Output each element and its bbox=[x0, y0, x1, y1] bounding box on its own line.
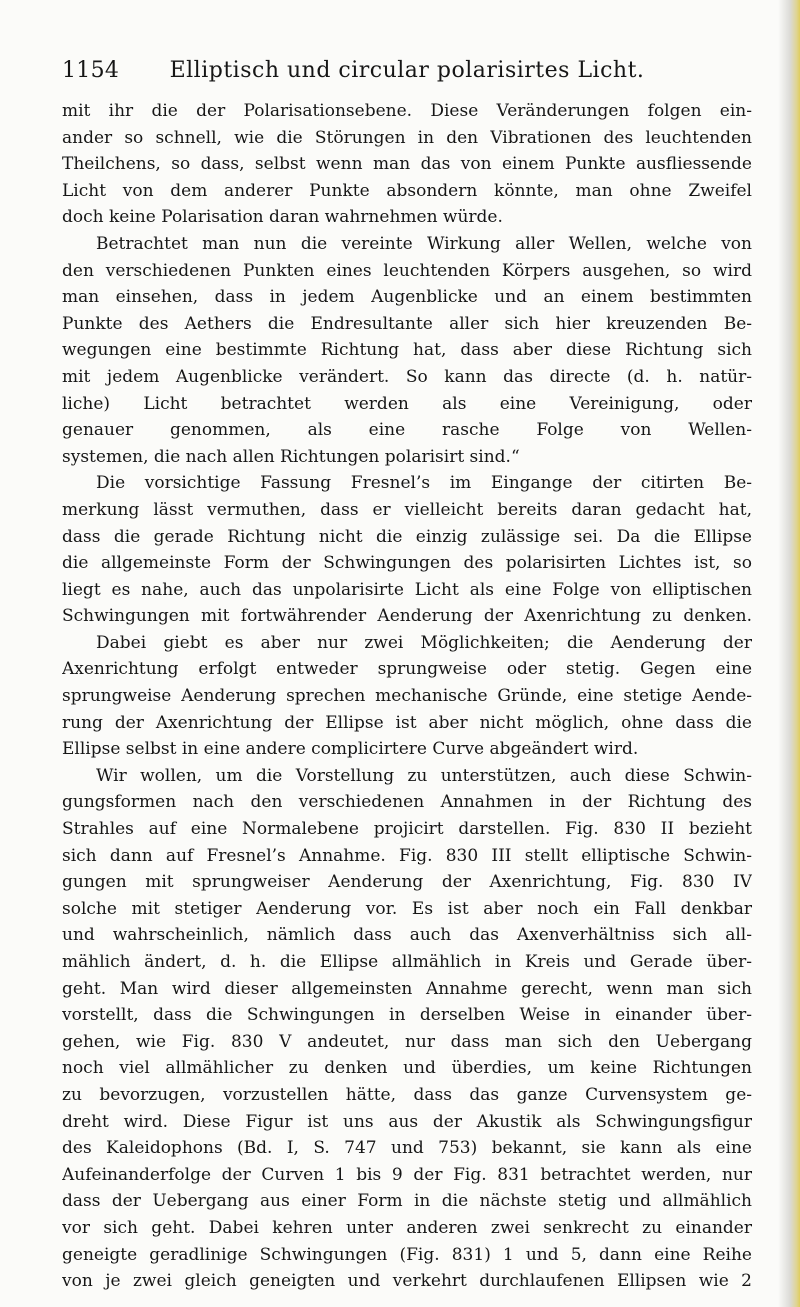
text-line: Dabei giebt es aber nur zwei Möglichkeiten; die Aenderung der bbox=[96, 632, 752, 653]
text-line: dreht wird. Diese Figur ist uns aus der Akustik als Schwingungsfigur bbox=[62, 1111, 752, 1132]
text-line: von je zwei gleich geneigten und verkehrt durchlaufenen Ellipsen wie 2 bbox=[62, 1271, 752, 1292]
text-line: vor sich geht. Dabei kehren unter anderen zwei senkrecht zu einander bbox=[62, 1217, 752, 1238]
text-line: und wahrscheinlich, nämlich dass auch das Axenverhältniss sich all- bbox=[62, 925, 752, 946]
text-line: systemen, die nach allen Richtungen polarisirt sind.“ bbox=[62, 446, 520, 467]
text-line: gehen, wie Fig. 830 V andeutet, nur dass man sich den Uebergang bbox=[62, 1031, 752, 1052]
text-line: gungen mit sprungweiser Aenderung der Axenrichtung, Fig. 830 IV bbox=[62, 872, 752, 893]
text-line: doch keine Polarisation daran wahrnehmen würde. bbox=[62, 207, 503, 228]
text-line: zu bevorzugen, vorzustellen hätte, dass das ganze Curvensystem ge- bbox=[62, 1084, 752, 1105]
text-line: des Kaleidophons (Bd. I, S. 747 und 753) bekannt, sie kann als eine bbox=[62, 1138, 752, 1159]
text-line: Theilchens, so dass, selbst wenn man das von einem Punkte ausfliessende bbox=[62, 154, 752, 175]
text-line: Ellipse selbst in eine andere complicirtere Curve abgeändert wird. bbox=[62, 739, 639, 760]
text-line: gungsformen nach den verschiedenen Annahmen in der Richtung des bbox=[62, 792, 752, 813]
text-line: noch viel allmählicher zu denken und überdies, um keine Richtungen bbox=[62, 1058, 752, 1079]
body-text bbox=[62, 98, 752, 1295]
text-line: Axenrichtung erfolgt entweder sprungweise oder stetig. Gegen eine bbox=[62, 659, 752, 680]
text-line: mit ihr die der Polarisationsebene. Diese Veränderungen folgen ein- bbox=[62, 101, 752, 121]
page-binding-edge bbox=[778, 0, 800, 1307]
text-line: geneigte geradlinige Schwingungen (Fig. 831) 1 und 5, dann eine Reihe bbox=[62, 1244, 752, 1265]
text-line: die allgemeinste Form der Schwingungen des polarisirten Lichtes ist, so bbox=[62, 553, 752, 574]
text-line: dass die gerade Richtung nicht die einzig zulässige sei. Da die Ellipse bbox=[62, 526, 752, 547]
text-line: Strahles auf eine Normalebene projicirt darstellen. Fig. 830 II bezieht bbox=[62, 819, 752, 840]
text-line: Punkte des Aethers die Endresultante aller sich hier kreuzenden Be- bbox=[62, 313, 752, 334]
text-line: Wir wollen, um die Vorstellung zu unterstützen, auch diese Schwin- bbox=[96, 765, 752, 786]
text-line: sprungweise Aenderung sprechen mechanische Gründe, eine stetige Aende- bbox=[62, 686, 752, 707]
text-line: Aufeinanderfolge der Curven 1 bis 9 der Fig. 831 betrachtet werden, nur bbox=[62, 1164, 752, 1185]
text-line: mählich ändert, d. h. die Ellipse allmählich in Kreis und Gerade über- bbox=[62, 952, 752, 972]
text-line: geht. Man wird dieser allgemeinsten Annahme gerecht, wenn man sich bbox=[62, 978, 752, 999]
text-line: rung der Axenrichtung der Ellipse ist aber nicht möglich, ohne dass die bbox=[62, 712, 752, 733]
text-line: wegungen eine bestimmte Richtung hat, dass aber diese Richtung sich bbox=[62, 340, 752, 361]
text-line: liegt es nahe, auch das unpolarisirte Licht als eine Folge von elliptischen bbox=[62, 579, 752, 600]
text-line: dass der Uebergang aus einer Form in die nächste stetig und allmählich bbox=[62, 1191, 752, 1212]
text-line: Betrachtet man nun die vereinte Wirkung aller Wellen, welche von bbox=[96, 233, 752, 254]
running-title: Elliptisch und circular polarisirtes Licht. bbox=[169, 58, 645, 83]
text-line: Schwingungen mit fortwährender Aenderung der Axenrichtung zu denken. bbox=[62, 606, 752, 627]
text-line: solche mit stetiger Aenderung vor. Es ist aber noch ein Fall denkbar bbox=[62, 898, 752, 919]
text-line: liche) Licht betrachtet werden als eine Vereinigung, oder bbox=[62, 393, 752, 414]
text-line: genauer genommen, als eine rasche Folge von Wellen- bbox=[62, 420, 752, 441]
text-line: ander so schnell, wie die Störungen in den Vibrationen des leuchtenden bbox=[62, 127, 752, 148]
running-head bbox=[62, 58, 752, 94]
text-line: merkung lässt vermuthen, dass er vielleicht bereits daran gedacht hat, bbox=[62, 499, 752, 520]
text-line: vorstellt, dass die Schwingungen in derselben Weise in einander über- bbox=[62, 1005, 752, 1026]
page-number: 1154 bbox=[62, 58, 120, 83]
text-line: Die vorsichtige Fassung Fresnel’s im Eingange der citirten Be- bbox=[96, 473, 752, 494]
text-line: man einsehen, dass in jedem Augenblicke und an einem bestimmten bbox=[62, 287, 752, 308]
text-line: sich dann auf Fresnel’s Annahme. Fig. 830 III stellt elliptische Schwin- bbox=[62, 845, 752, 866]
text-line: Licht von dem anderer Punkte absondern könnte, man ohne Zweifel bbox=[62, 180, 752, 201]
text-line: den verschiedenen Punkten eines leuchtenden Körpers ausgehen, so wird bbox=[62, 260, 752, 281]
text-line: mit jedem Augenblicke verändert. So kann das directe (d. h. natür- bbox=[62, 366, 752, 387]
